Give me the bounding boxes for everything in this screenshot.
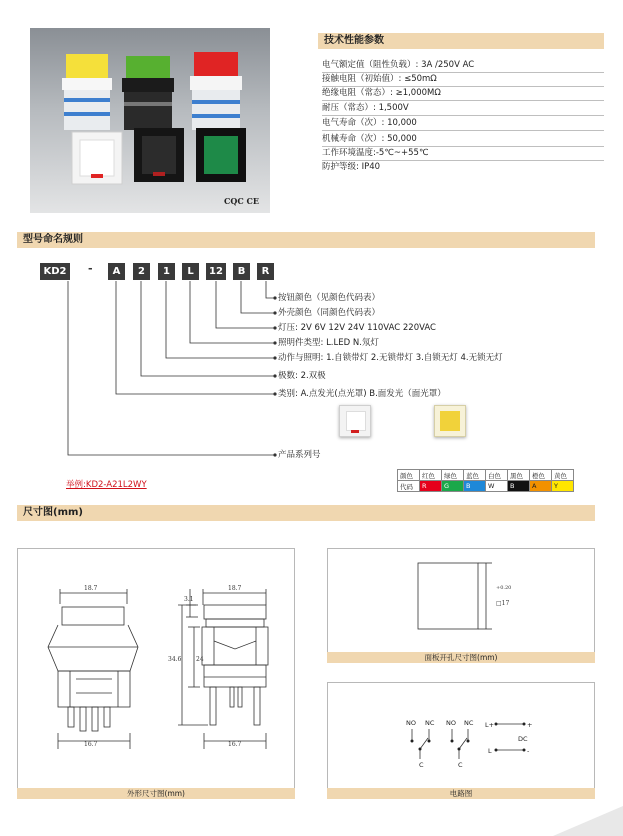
surface-lens-sample (434, 405, 466, 437)
spec-row-1: 电气额定值（阻性负载）: 3A /250V AC (322, 58, 604, 73)
example-code: 举例:KD2-A21L2WY (66, 480, 147, 490)
code-header-label: 代码 (398, 481, 420, 492)
dim-width-top-right: 18.7 (228, 585, 242, 592)
color-red: 红色 (420, 470, 442, 481)
code-orange: A (530, 481, 552, 492)
code-poles: 2 (133, 263, 150, 280)
outline-drawing-panel (17, 548, 295, 790)
model-header: 型号命名规则 (17, 232, 595, 248)
legend-lighting-type: 照明件类型: L.LED N.氖灯 (278, 338, 379, 348)
dim-cutout: □17 (496, 600, 510, 607)
color-blue: 蓝色 (464, 470, 486, 481)
circuit-nc-1: NC (425, 719, 435, 727)
specs-header: 技术性能参数 (318, 33, 604, 49)
dim-width-bottom-left: 16.7 (84, 741, 98, 748)
outline-drawing (18, 549, 294, 789)
code-voltage: 12 (206, 263, 226, 280)
code-series: KD2 (40, 263, 70, 280)
code-housing-color: B (233, 263, 250, 280)
legend-housing-color: 外壳颜色（同颜色代码表） (278, 308, 381, 318)
spec-row-5: 电气寿命（次）: 10,000 (322, 116, 604, 131)
circuit-dc: DC (518, 735, 528, 743)
circuit-no-2: NO (446, 719, 456, 727)
dim-cutout-tolerance: +0.20 (496, 585, 512, 591)
color-code-table (397, 469, 574, 492)
code-type: A (108, 263, 125, 280)
color-orange: 橙色 (530, 470, 552, 481)
code-button-color: R (257, 263, 274, 280)
spec-row-4: 耐压（常态）: 1,500V (322, 101, 604, 116)
spec-row-7: 工作环境温度:-5℃~+55℃ (322, 146, 604, 161)
color-white: 白色 (486, 470, 508, 481)
cutout-drawing (328, 549, 594, 657)
cert-mark: CQC CE (224, 196, 259, 206)
code-dash: - (88, 262, 93, 275)
spec-row-2: 接触电阻（初始值）: ≤50mΩ (322, 72, 604, 87)
color-header-label: 颜色 (398, 470, 420, 481)
circuit-panel (327, 682, 595, 790)
dim-width-top-left: 18.7 (84, 585, 98, 592)
dim-height-total: 34.6 (168, 656, 182, 663)
spec-row-6: 机械寿命（次）: 50,000 (322, 132, 604, 147)
circuit-nc-2: NC (464, 719, 474, 727)
circuit-minus: - (527, 747, 530, 755)
legend-voltage: 灯压: 2V 6V 12V 24V 110VAC 220VAC (278, 323, 436, 333)
color-green: 绿色 (442, 470, 464, 481)
circuit-caption: 电路图 (327, 788, 595, 799)
code-yellow: Y (552, 481, 574, 492)
cutout-drawing-panel (327, 548, 595, 658)
spec-row-8: 防护等级: IP40 (322, 162, 381, 172)
color-yellow: 黄色 (552, 470, 574, 481)
circuit-c-2: C (458, 761, 463, 769)
spec-row-3: 绝缘电阻（常态）: ≥1,000MΩ (322, 86, 604, 101)
cutout-caption: 面板开孔尺寸图(mm) (327, 652, 595, 663)
color-name-row (398, 470, 574, 481)
circuit-plus: + (527, 721, 533, 729)
circuit-c-1: C (419, 761, 424, 769)
circuit-l: L (488, 747, 492, 755)
outline-caption: 外形尺寸图(mm) (17, 788, 295, 799)
legend-poles: 极数: 2.双极 (278, 371, 326, 381)
legend-action: 动作与照明: 1.自锁带灯 2.无锁带灯 3.自锁无灯 4.无锁无灯 (278, 353, 503, 363)
code-lighting: L (182, 263, 199, 280)
circuit-diagram (328, 683, 594, 789)
legend-type: 类别: A.点发光(点光罩) B.面发光（面光罩） (278, 389, 446, 399)
legend-button-color: 按钮颜色（见颜色代码表） (278, 293, 381, 303)
color-code-row (398, 481, 574, 492)
code-white: W (486, 481, 508, 492)
circuit-l-plus: L+ (485, 721, 495, 729)
spot-lens-sample (339, 405, 371, 437)
code-action: 1 (158, 263, 175, 280)
code-black: B (508, 481, 530, 492)
dim-height-body: 24 (196, 656, 204, 663)
circuit-no-1: NO (406, 719, 416, 727)
color-black: 黑色 (508, 470, 530, 481)
dim-width-bottom-right: 16.7 (228, 741, 242, 748)
code-green: G (442, 481, 464, 492)
dimensions-header: 尺寸图(mm) (17, 505, 595, 521)
page-corner-decoration (553, 806, 623, 836)
legend-series: 产品系列号 (278, 450, 321, 460)
dim-height-cap: 3.1 (184, 596, 194, 603)
code-blue: B (464, 481, 486, 492)
code-red: R (420, 481, 442, 492)
